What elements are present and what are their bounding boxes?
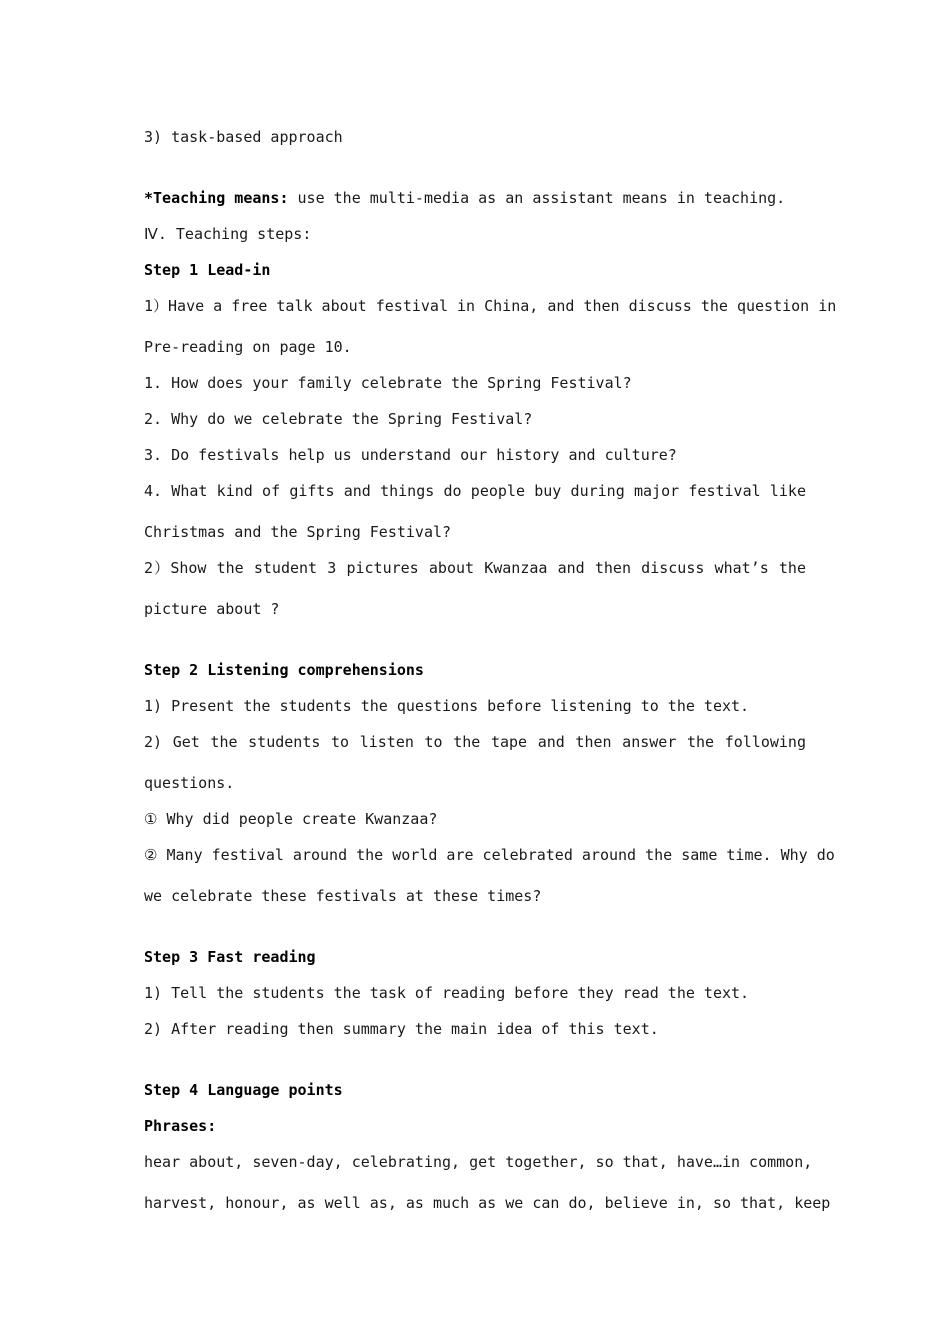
step-1-item-2: 2）Show the student 3 pictures about Kwanzaa and then discuss what’s the <box>144 559 806 577</box>
step-1-item-1-cont: Pre-reading on page 10. <box>144 338 352 356</box>
question-4: 4. What kind of gifts and things do people buy during major festival like <box>144 482 806 500</box>
step-2-item-1: 1) Present the students the questions before listening to the text. <box>144 697 750 715</box>
step-3-item-2: 2) After reading then summary the main idea of this text. <box>144 1020 659 1038</box>
teaching-means-line <box>144 189 806 207</box>
step-4-heading: Step 4 Language points <box>144 1081 343 1099</box>
teaching-means-text: use the multi-media as an assistant means in teaching. <box>288 189 786 207</box>
phrases-label: Phrases: <box>144 1117 217 1135</box>
phrases-line-1: hear about, seven-day, celebrating, get together, so that, have…in common, <box>144 1153 813 1171</box>
phrases-line-2: harvest, honour, as well as, as much as we can do, believe in, so that, keep <box>144 1194 831 1212</box>
question-3: 3. Do festivals help us understand our history and culture? <box>144 446 677 464</box>
teaching-means-label: *Teaching means: <box>144 189 289 207</box>
listening-question-1: ① Why did people create Kwanzaa? <box>144 810 438 828</box>
listening-question-2: ② Many festival around the world are celebrated around the same time. Why do <box>144 846 835 864</box>
listening-question-2-cont: we celebrate these festivals at these times? <box>144 887 542 905</box>
question-1: 1. How does your family celebrate the Spring Festival? <box>144 374 632 392</box>
step-1-heading: Step 1 Lead-in <box>144 261 271 279</box>
step-2-item-2: 2) Get the students to listen to the tape and then answer the following <box>144 733 806 751</box>
step-2-item-2-cont: questions. <box>144 774 235 792</box>
step-2-heading: Step 2 Listening comprehensions <box>144 661 424 679</box>
step-3-item-1: 1) Tell the students the task of reading before they read the text. <box>144 984 750 1002</box>
step-1-item-2-cont: picture about ? <box>144 600 280 618</box>
step-1-item-1: 1）Have a free talk about festival in China, and then discuss the question in <box>144 297 837 315</box>
question-4-cont: Christmas and the Spring Festival? <box>144 523 452 541</box>
method-item-3: 3) task-based approach <box>144 128 343 146</box>
question-2: 2. Why do we celebrate the Spring Festival? <box>144 410 533 428</box>
step-3-heading: Step 3 Fast reading <box>144 948 316 966</box>
section-heading-teaching-steps: Ⅳ. Teaching steps: <box>144 225 312 243</box>
